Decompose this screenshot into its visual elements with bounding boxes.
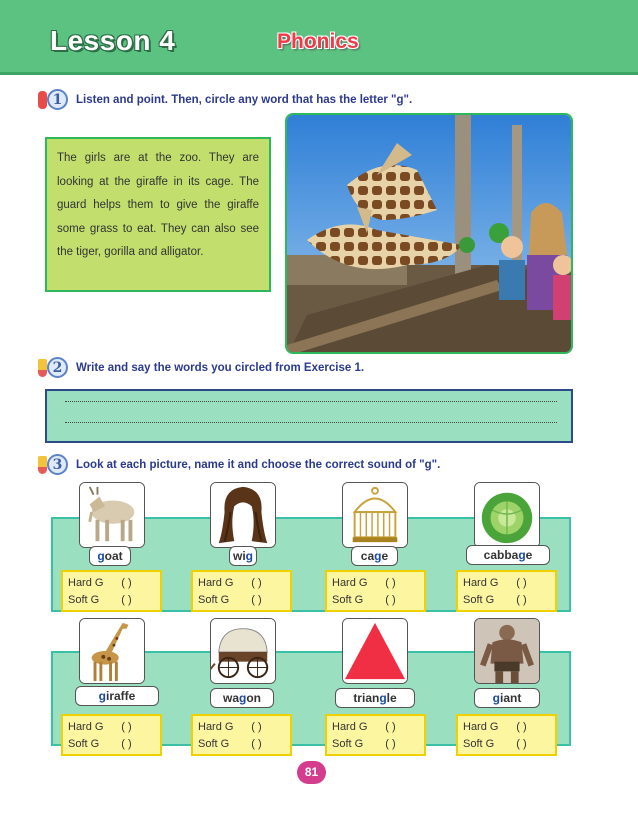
exercise-instruction: Look at each picture, name it and choose the correct sound of "g". [76, 459, 441, 471]
sound-choice-giraffe: Hard G ( ) Soft G ( ) [61, 714, 162, 756]
exercise-2-heading [38, 356, 364, 380]
sound-choice-cabbage: Hard G ( ) Soft G ( ) [456, 570, 557, 612]
word-label-wig: wig [229, 546, 257, 566]
cabbage-picture [474, 482, 540, 548]
writing-line[interactable] [65, 422, 557, 423]
exercise-number: 2 [47, 357, 68, 378]
headphones-icon [38, 88, 68, 112]
reading-passage: The girls are at the zoo. They are looking at the giraffe in its cage. The guard helps them to give the giraffe some grass to eat. They can also see the tiger, gorilla and alligator. [45, 137, 271, 292]
soft-g-answer[interactable]: ( ) [516, 593, 527, 606]
soft-g-answer[interactable]: ( ) [121, 737, 132, 750]
hard-g-answer[interactable]: ( ) [121, 720, 132, 733]
wig-picture [210, 482, 276, 548]
soft-g-answer[interactable]: ( ) [385, 737, 396, 750]
triangle-picture [342, 618, 408, 684]
word-label-cage: cage [351, 546, 398, 566]
exercise-number: 1 [47, 89, 68, 110]
soft-g-answer[interactable]: ( ) [251, 737, 262, 750]
soft-g-answer[interactable]: ( ) [251, 593, 262, 606]
word-label-giraffe: giraffe [75, 686, 159, 706]
sound-choice-wig: Hard G ( ) Soft G ( ) [191, 570, 292, 612]
zoo-giraffe-photo [285, 113, 573, 354]
hard-g-answer[interactable]: ( ) [121, 576, 132, 589]
hard-g-answer[interactable]: ( ) [385, 720, 396, 733]
page-number: 81 [297, 761, 326, 784]
word-label-cabbage: cabbage [466, 545, 550, 565]
pencil-icon [38, 453, 68, 477]
writing-box[interactable] [45, 389, 573, 443]
soft-g-answer[interactable]: ( ) [121, 593, 132, 606]
exercise-1-heading [38, 88, 412, 112]
giraffe-picture [79, 618, 145, 684]
word-label-wagon: wagon [210, 688, 274, 708]
exercise-3-heading [38, 453, 440, 477]
giant-picture [474, 618, 540, 684]
subject-title: Phonics [277, 30, 359, 53]
exercise-instruction: Write and say the words you circled from Exercise 1. [76, 362, 365, 374]
hard-g-answer[interactable]: ( ) [251, 720, 262, 733]
soft-g-answer[interactable]: ( ) [385, 593, 396, 606]
writing-line[interactable] [65, 401, 557, 402]
hard-g-answer[interactable]: ( ) [516, 720, 527, 733]
exercise-number: 3 [47, 454, 68, 475]
lesson-title: Lesson 4 [50, 25, 176, 56]
pencil-icon [38, 356, 68, 380]
soft-g-answer[interactable]: ( ) [516, 737, 527, 750]
hard-g-answer[interactable]: ( ) [251, 576, 262, 589]
cage-picture [342, 482, 408, 548]
sound-choice-triangle: Hard G ( ) Soft G ( ) [325, 714, 426, 756]
goat-picture [79, 482, 145, 548]
sound-choice-goat: Hard G ( ) Soft G ( ) [61, 570, 162, 612]
exercise-instruction: Listen and point. Then, circle any word that has the letter "g". [76, 94, 413, 106]
wagon-picture [210, 618, 276, 684]
lesson-header [0, 0, 638, 75]
sound-choice-wagon: Hard G ( ) Soft G ( ) [191, 714, 292, 756]
hard-g-answer[interactable]: ( ) [385, 576, 396, 589]
word-label-giant: giant [474, 688, 540, 708]
hard-g-answer[interactable]: ( ) [516, 576, 527, 589]
sound-choice-cage: Hard G ( ) Soft G ( ) [325, 570, 426, 612]
word-label-goat: goat [89, 546, 131, 566]
word-label-triangle: triangle [335, 688, 415, 708]
sound-choice-giant: Hard G ( ) Soft G ( ) [456, 714, 557, 756]
